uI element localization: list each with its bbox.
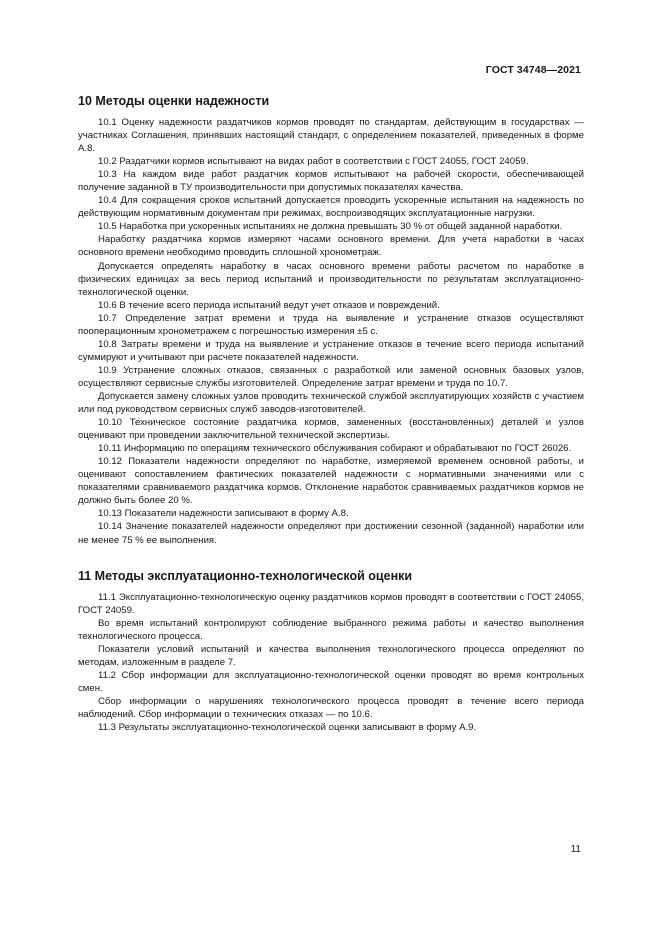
paragraph-10-9: 10.9 Устранение сложных отказов, связанных с разработкой или заменой основных базовых узлов, осуществляют сервисные службы изготовителей. Определение затрат времени и труда по 10.7.	[78, 364, 584, 389]
paragraph-10-9-a: Допускается замену сложных узлов проводить технической службой эксплуатирующих хозяйств с участием или под руководством сервисных служб заводов-изготовителей.	[78, 390, 584, 416]
paragraph-11-1: 11.1 Эксплуатационно-технологическую оценку раздатчиков кормов проводят в соответствии с ГОСТ 24055, ГОСТ 24059.	[78, 591, 584, 616]
paragraph-10-6: 10.6 В течение всего периода испытаний ведут учет отказов и повреждений.	[98, 299, 440, 311]
section-11-body	[78, 591, 584, 735]
paragraph-10-1: 10.1 Оценку надежности раздатчиков кормов проводят по стандартам, действующим в государствах — участниках Соглашения, принявших настоящий стандарт, с определением показателей, приведенных в форме А.8.	[78, 117, 584, 155]
paragraph-10-7: 10.7 Определение затрат времени и труда на выявление и устранение отказов осуществляют пооперационным хронометражем с погрешностью измерения ±5 с.	[78, 312, 584, 337]
paragraph-10-5: 10.5 Наработка при ускоренных испытаниях не должна превышать 30 % от общей заданной наработки.	[98, 221, 563, 233]
page-content	[78, 94, 584, 734]
page-number: 11	[570, 844, 581, 855]
paragraph-10-5-a: Наработку раздатчика кормов измеряют часами основного времени. Для учета наработки в часах основного времени необходимо проводить сплошной хронометраж.	[78, 234, 584, 259]
document-id: ГОСТ 34748—2021	[485, 64, 581, 76]
paragraph-11-2-a: Сбор информации о нарушениях технологического процесса проводят в течение всего периода наблюдений. Сбор информации о технических отказах — по 10.6.	[78, 695, 584, 720]
paragraph-10-14: 10.14 Значение показателей надежности определяют при достижении сезонной (заданной) наработки или не менее 75 % ее выполнения.	[78, 521, 584, 546]
section-11-title: 11 Методы эксплуатационно-технологической оценки	[78, 568, 413, 583]
section-10-title: 10 Методы оценки надежности	[78, 94, 270, 108]
section-10-body	[78, 116, 584, 547]
paragraph-10-8: 10.8 Затраты времени и труда на выявление и устранение отказов в течение всего периода испытаний суммируют и учитывают при расчете показателей надежности.	[78, 338, 584, 363]
paragraph-10-13: 10.13 Показатели надежности записывают в форму А.8.	[98, 508, 349, 520]
paragraph-10-11: 10.11 Информацию по операциям технического обслуживания собирают и обрабатывают по ГОСТ 26026.	[98, 443, 572, 455]
paragraph-10-12: 10.12 Показатели надежности определяют по наработке, измеряемой временем основной работы, и оценивают сопоставлением фактических показателей надежности с нормативными значениями или с показателями сравниваемого раздатчика кормов. Отклонение наработок сравниваемых раздатчиков кормов не должно быть более 20 %.	[78, 456, 584, 507]
paragraph-10-3: 10.3 На каждом виде работ раздатчик кормов испытывают на рабочей скорости, обеспечивающей получение заданной в ТУ производительности при допустимых показателях качества.	[78, 169, 584, 194]
paragraph-11-3: 11.3 Результаты эксплуатационно-технологической оценки записывают в форму А.9.	[98, 722, 477, 734]
paragraph-11-1-a: Во время испытаний контролируют соблюдение выбранного режима работы и качество выполнения технологического процесса.	[78, 617, 584, 642]
paragraph-10-10: 10.10 Техническое состояние раздатчика кормов, замененных (восстановленных) деталей и узлов оценивают при проведении заключительной технической экспертизы.	[78, 417, 584, 442]
paragraph-11-1-b: Показатели условий испытаний и качества выполнения технологического процесса определяют по методам, изложенным в разделе 7.	[78, 643, 584, 668]
paragraph-10-4: 10.4 Для сокращения сроков испытаний допускается проводить ускоренные испытания на надежность по действующим нормативным документам при режимах, воспроизводящих эксплуатационные нагрузки.	[78, 195, 584, 220]
paragraph-11-2: 11.2 Сбор информации для эксплуатационно-технологической оценки проводят во время контрольных смен.	[78, 669, 584, 694]
paragraph-10-5-b: Допускается определять наработку в часах основного времени работы расчетом по наработке в физических единицах за весь период испытаний и производительности по результатам эксплуатационно-технологической оценки.	[78, 260, 584, 298]
paragraph-10-2: 10.2 Раздатчики кормов испытывают на видах работ в соответствии с ГОСТ 24055, ГОСТ 24059.	[98, 156, 529, 168]
